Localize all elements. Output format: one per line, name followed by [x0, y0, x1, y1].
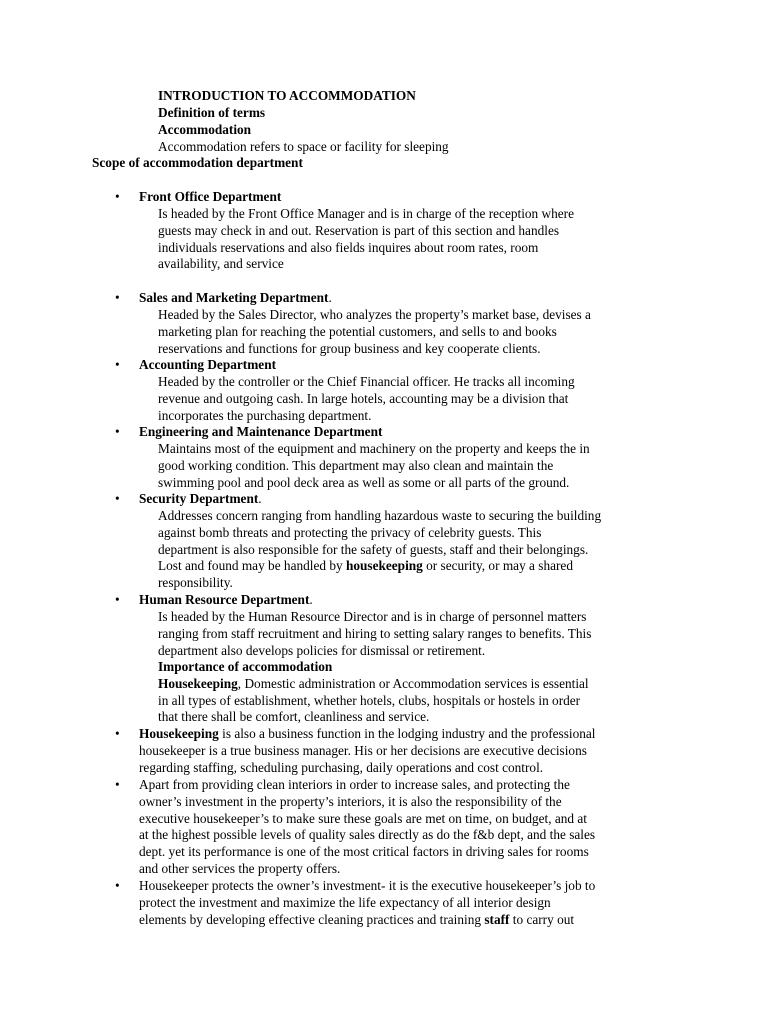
department-description: Headed by the Sales Director, who analyzes the property’s market base, devises a marketing plan for reaching the potential customers, and sells to and books reservations and functions for group business and key cooperate clients. — [158, 307, 591, 356]
department-item — [115, 424, 679, 441]
department-name: Security Department — [139, 491, 259, 506]
bullet-icon: • — [115, 189, 120, 204]
department-item: • Human Resource Department. — [115, 592, 313, 607]
bullet-icon: • — [115, 357, 120, 372]
importance-heading: Importance of accommodation — [158, 659, 333, 674]
department-description: Is headed by the Human Resource Director and is in charge of personnel matters ranging from staff recruitment and hiring to setting salary ranges to benefits. This department also develops policies for dismissal or retirement. — [158, 609, 592, 658]
department-name: Human Resource Department — [139, 592, 310, 607]
department-description: Is headed by the Front Office Manager and is in charge of the reception where guests may check in and out. Reservation is part of this section and handles individuals reservations and also fields inquires about room rates, room availability, and service — [158, 206, 574, 272]
scope-heading: Scope of accommodation department — [92, 155, 303, 170]
department-description: Maintains most of the equipment and machinery on the property and keeps the in good working condition. This department may also clean and maintain the swimming pool and pool deck area as well as some or all parts of the ground. — [158, 441, 590, 490]
bullet-icon: • — [115, 777, 120, 792]
bullet-icon: • — [115, 592, 120, 607]
importance-section: Importance of accommodation Housekeeping, Domestic administration or Accommodation services is essential in all types of establishment, whether hotels, clubs, hospitals or hostels in order that there shall be comfort, cleanliness and service. — [158, 659, 678, 726]
bullet-icon: • — [115, 491, 120, 506]
department-name: Engineering and Maintenance Department — [139, 424, 383, 439]
list-item: • Apart from providing clean interiors in order to increase sales, and protecting the owner’s investment in the property’s interiors, it is also the responsibility of the executive housekeeper’s to make sure these goals are met on time, on budget, and at at the highest possible levels of quality sales directly as do the f&b dept, and the sales dept. yet its performance is one of the most critical factors in driving sales for rooms and other services the property offers. — [115, 777, 596, 876]
department-item — [115, 357, 679, 374]
accommodation-definition: Accommodation refers to space or facility for sleeping — [158, 139, 449, 154]
department-item: • Sales and Marketing Department. — [115, 290, 332, 305]
department-item — [115, 189, 679, 206]
department-description: Headed by the controller or the Chief Financial officer. He tracks all incoming revenue and outgoing cash. In large hotels, accounting may be a division that incorporates the purchasing department. — [158, 374, 575, 423]
department-name: Front Office Department — [139, 189, 282, 204]
accommodation-heading: Accommodation — [158, 122, 252, 137]
department-item: • Security Department. — [115, 491, 262, 506]
list-item: • Housekeeping is also a business function in the lodging industry and the professional housekeeper is a true business manager. His or her decisions are executive decisions regarding staffing, scheduling purchasing, daily operations and cost control. — [115, 726, 596, 775]
department-name: Sales and Marketing Department — [139, 290, 329, 305]
bullet-icon: • — [115, 878, 120, 893]
list-item: • Housekeeper protects the owner’s investment- it is the executive housekeeper’s job to protect the investment and maximize the life expectancy of all interior design elements by developing effective cleaning practices and training staff to carry out — [115, 878, 596, 927]
definition-heading: Definition of terms — [158, 105, 266, 120]
bullet-icon: • — [115, 726, 120, 741]
bullet-icon: • — [115, 424, 120, 439]
department-name: Accounting Department — [139, 357, 277, 372]
department-description: Addresses concern ranging from handling hazardous waste to securing the building against bomb threats and protecting the privacy of celebrity guests. This department is also responsible for the safety of guests, staff and their belongings. Lost and found may be handled by housekeeping or security, or may a shared responsibility. — [158, 508, 602, 591]
bullet-icon: • — [115, 290, 120, 305]
document-title: INTRODUCTION TO ACCOMMODATION — [158, 88, 416, 103]
